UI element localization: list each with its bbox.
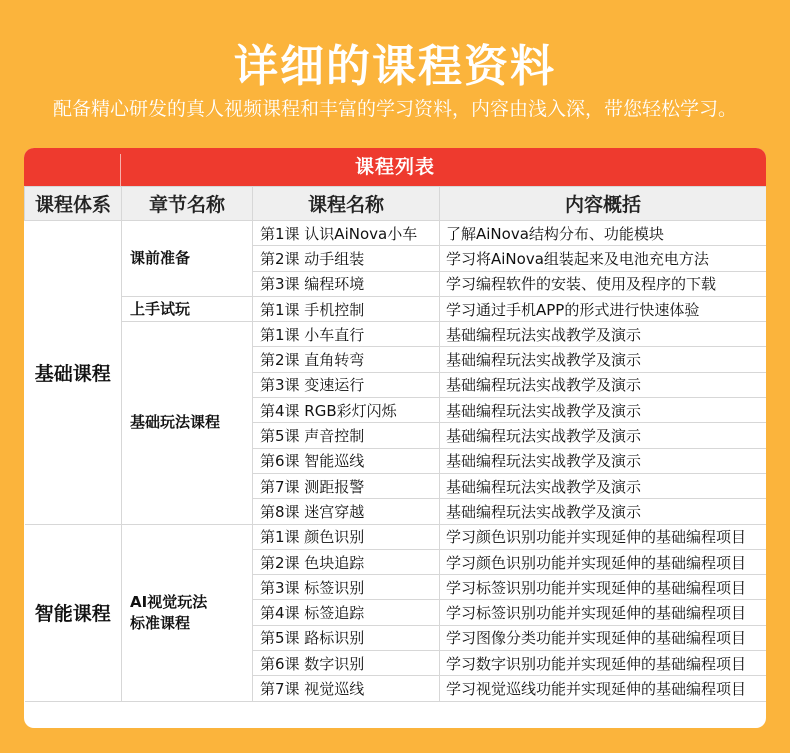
- course-name-cell: 第3课 编程环境: [253, 271, 440, 296]
- chapter-name-cell: AI视觉玩法 标准课程: [122, 524, 253, 701]
- content-summary-cell: 学习编程软件的安装、使用及程序的下载: [440, 271, 767, 296]
- chapter-name-cell: 基础玩法课程: [122, 322, 253, 524]
- course-name-cell: 第7课 视觉巡线: [253, 676, 440, 701]
- course-name-cell: 第3课 标签识别: [253, 575, 440, 600]
- col-header-chapter: 章节名称: [122, 187, 253, 221]
- course-name-cell: 第1课 小车直行: [253, 322, 440, 347]
- course-system-cell: 基础课程: [25, 221, 122, 525]
- course-name-cell: 第4课 RGB彩灯闪烁: [253, 398, 440, 423]
- course-system-cell: 智能课程: [25, 524, 122, 701]
- course-name-cell: 第5课 路标识别: [253, 625, 440, 650]
- page-subtitle: 配备精心研发的真人视频课程和丰富的学习资料，内容由浅入深，带您轻松学习。: [52, 98, 737, 120]
- course-list-card: [24, 148, 766, 728]
- course-name-cell: 第2课 动手组装: [253, 246, 440, 271]
- table-row: [25, 296, 767, 321]
- content-summary-cell: 基础编程玩法实战教学及演示: [440, 423, 767, 448]
- course-name-cell: 第2课 色块追踪: [253, 549, 440, 574]
- content-summary-cell: 学习通过手机APP的形式进行快速体验: [440, 296, 767, 321]
- course-name-cell: 第7课 测距报警: [253, 473, 440, 498]
- chapter-name-cell: 上手试玩: [122, 296, 253, 321]
- content-summary-cell: 了解AiNova结构分布、功能模块: [440, 221, 767, 246]
- content-summary-cell: 基础编程玩法实战教学及演示: [440, 473, 767, 498]
- content-summary-cell: 学习标签识别功能并实现延伸的基础编程项目: [440, 575, 767, 600]
- course-name-cell: 第6课 数字识别: [253, 651, 440, 676]
- table-row: [25, 524, 767, 549]
- table-body: [25, 221, 767, 702]
- content-summary-cell: 基础编程玩法实战教学及演示: [440, 322, 767, 347]
- course-name-cell: 第1课 颜色识别: [253, 524, 440, 549]
- content-summary-cell: 学习将AiNova组装起来及电池充电方法: [440, 246, 767, 271]
- table-header-row: [25, 187, 767, 221]
- col-header-system: 课程体系: [25, 187, 122, 221]
- content-summary-cell: 学习视觉巡线功能并实现延伸的基础编程项目: [440, 676, 767, 701]
- table-row: [25, 221, 767, 246]
- content-summary-cell: 学习颜色识别功能并实现延伸的基础编程项目: [440, 524, 767, 549]
- content-summary-cell: 学习图像分类功能并实现延伸的基础编程项目: [440, 625, 767, 650]
- course-table: [24, 186, 766, 702]
- course-name-cell: 第1课 认识AiNova小车: [253, 221, 440, 246]
- header-divider: [120, 154, 121, 186]
- content-summary-cell: 学习数字识别功能并实现延伸的基础编程项目: [440, 651, 767, 676]
- col-header-summary: 内容概括: [440, 187, 767, 221]
- course-name-cell: 第3课 变速运行: [253, 372, 440, 397]
- content-summary-cell: 学习颜色识别功能并实现延伸的基础编程项目: [440, 549, 767, 574]
- table-row: [25, 322, 767, 347]
- course-name-cell: 第5课 声音控制: [253, 423, 440, 448]
- course-name-cell: 第6课 智能巡线: [253, 448, 440, 473]
- page-title: 详细的课程资料: [234, 41, 556, 92]
- course-name-cell: 第8课 迷宫穿越: [253, 499, 440, 524]
- course-list-title: 课程列表: [354, 156, 435, 178]
- course-list-header: [24, 148, 766, 186]
- chapter-name-cell: 课前准备: [122, 221, 253, 297]
- content-summary-cell: 基础编程玩法实战教学及演示: [440, 499, 767, 524]
- content-summary-cell: 基础编程玩法实战教学及演示: [440, 398, 767, 423]
- course-name-cell: 第4课 标签追踪: [253, 600, 440, 625]
- content-summary-cell: 基础编程玩法实战教学及演示: [440, 347, 767, 372]
- content-summary-cell: 基础编程玩法实战教学及演示: [440, 448, 767, 473]
- course-name-cell: 第1课 手机控制: [253, 296, 440, 321]
- col-header-course: 课程名称: [253, 187, 440, 221]
- course-name-cell: 第2课 直角转弯: [253, 347, 440, 372]
- content-summary-cell: 学习标签识别功能并实现延伸的基础编程项目: [440, 600, 767, 625]
- content-summary-cell: 基础编程玩法实战教学及演示: [440, 372, 767, 397]
